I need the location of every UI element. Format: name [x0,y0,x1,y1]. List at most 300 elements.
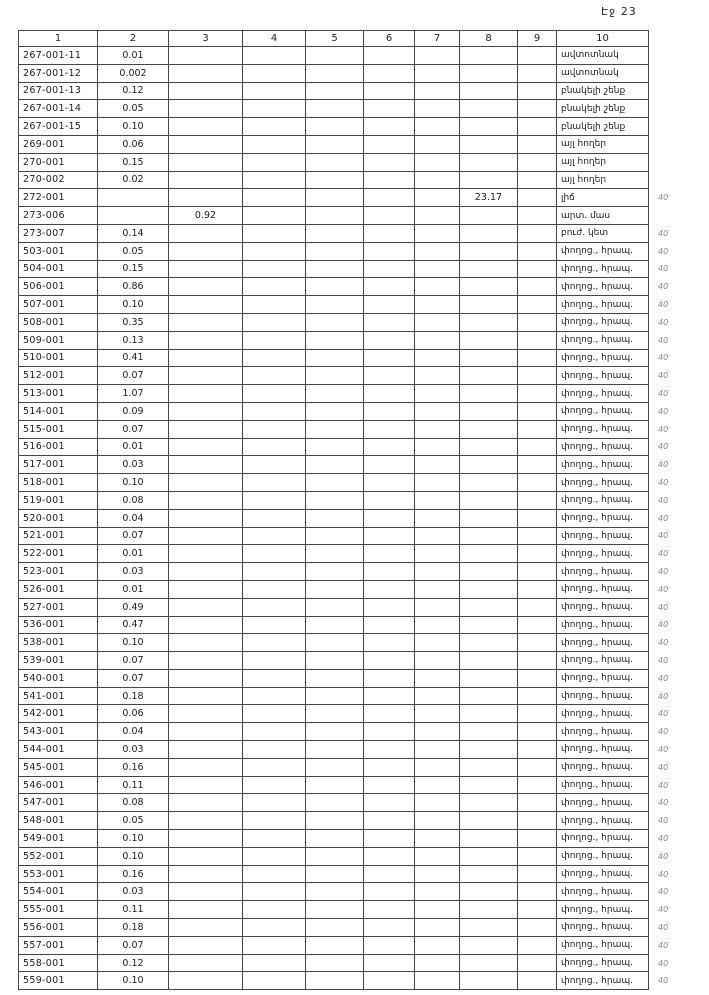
cell-col9 [518,972,557,990]
margin-mark: 40 [658,442,669,452]
cell-col6 [364,723,415,741]
cell-col5 [306,118,364,136]
cell-col8 [460,580,518,598]
cell-col8 [460,847,518,865]
cell-col4 [243,278,306,296]
table-row [19,741,693,759]
cell-col9 [518,652,557,670]
cell-col4 [243,563,306,581]
cell-col6 [364,189,415,207]
cell-col3 [169,563,243,581]
column-header-4: 4 [243,31,306,47]
cell-col1: 548-001 [19,812,98,830]
cell-col6 [364,616,415,634]
cell-col2: 0.18 [98,687,169,705]
cell-col9 [518,171,557,189]
cell-col4 [243,153,306,171]
margin-mark [649,135,693,153]
cell-col8 [460,865,518,883]
margin-mark: 40 [658,264,669,274]
cell-col10: փողոց., հրապ. [557,847,649,865]
cell-col9 [518,580,557,598]
cell-col2: 0.03 [98,883,169,901]
cell-col5 [306,776,364,794]
cell-col4 [243,919,306,937]
cell-col1: 267-001-12 [19,64,98,82]
cell-col4 [243,794,306,812]
cell-col5 [306,545,364,563]
cell-col10: փողոց., հրապ. [557,367,649,385]
cell-col1: 558-001 [19,954,98,972]
margin-mark: 40 [658,798,669,808]
table-row [19,207,693,225]
cell-col6 [364,331,415,349]
margin-mark: 40 [658,282,669,292]
cell-col8 [460,313,518,331]
cell-col4 [243,847,306,865]
cell-col4 [243,118,306,136]
table-row [19,82,693,100]
cell-col2 [98,207,169,225]
margin-mark: 40 [658,691,669,701]
margin-mark: 40 [658,602,669,612]
cell-col1: 541-001 [19,687,98,705]
margin-mark: 40 [658,353,669,363]
cell-col7 [415,349,460,367]
cell-col7 [415,669,460,687]
cell-col10: փողոց., հրապ. [557,830,649,848]
cell-col7 [415,438,460,456]
cell-col4 [243,135,306,153]
cell-col10: փողոց., հրապ. [557,580,649,598]
table-row [19,758,693,776]
cell-col1: 517-001 [19,456,98,474]
cell-col1: 519-001 [19,491,98,509]
cell-col9 [518,723,557,741]
cell-col5 [306,901,364,919]
cell-col4 [243,527,306,545]
cell-col4 [243,331,306,349]
cell-col2: 0.07 [98,527,169,545]
margin-mark [649,47,693,65]
margin-mark: 40 [658,922,669,932]
cell-col7 [415,118,460,136]
margin-mark: 40 [658,584,669,594]
cell-col5 [306,919,364,937]
column-header-8: 8 [460,31,518,47]
cell-col4 [243,296,306,314]
margin-mark: 40 [658,478,669,488]
cell-col3 [169,349,243,367]
cell-col4 [243,242,306,260]
table-row [19,776,693,794]
margin-mark: 40 [658,620,669,630]
cell-col8 [460,527,518,545]
cell-col1: 539-001 [19,652,98,670]
cell-col5 [306,812,364,830]
margin-mark: 40 [658,655,669,665]
cell-col4 [243,82,306,100]
cell-col7 [415,741,460,759]
cell-col7 [415,189,460,207]
cell-col6 [364,100,415,118]
cell-col7 [415,385,460,403]
table-row [19,563,693,581]
cell-col4 [243,402,306,420]
cell-col5 [306,758,364,776]
table-row [19,224,693,242]
cell-col4 [243,616,306,634]
cell-col10: փողոց., հրապ. [557,616,649,634]
cell-col6 [364,794,415,812]
cell-col8 [460,349,518,367]
cell-col4 [243,224,306,242]
cell-col8 [460,153,518,171]
margin-mark: 40 [658,300,669,310]
cell-col5 [306,135,364,153]
cell-col9 [518,82,557,100]
cell-col8 [460,118,518,136]
cell-col2: 0.12 [98,82,169,100]
cell-col3 [169,616,243,634]
cell-col2: 0.11 [98,901,169,919]
cell-col9 [518,224,557,242]
cell-col3 [169,100,243,118]
cell-col4 [243,758,306,776]
cell-col9 [518,474,557,492]
cell-col9 [518,64,557,82]
table-row [19,296,693,314]
cell-col3 [169,527,243,545]
cell-col7 [415,705,460,723]
margin-mark: 40 [658,833,669,843]
cell-col10: փողոց., հրապ. [557,669,649,687]
cell-col4 [243,367,306,385]
cell-col4 [243,723,306,741]
cell-col8 [460,741,518,759]
cell-col3 [169,420,243,438]
cell-col5 [306,331,364,349]
cell-col10: լիճ [557,189,649,207]
table-row [19,652,693,670]
cell-col9 [518,47,557,65]
cell-col1: 540-001 [19,669,98,687]
cell-col4 [243,830,306,848]
cell-col7 [415,224,460,242]
cell-col7 [415,830,460,848]
cell-col8 [460,901,518,919]
cell-col6 [364,135,415,153]
cell-col3 [169,491,243,509]
cell-col4 [243,669,306,687]
cell-col6 [364,402,415,420]
cell-col10: փողոց., հրապ. [557,527,649,545]
cell-col6 [364,972,415,990]
cell-col4 [243,456,306,474]
cell-col10: փողոց., հրապ. [557,474,649,492]
table-row [19,687,693,705]
cell-col8 [460,972,518,990]
cell-col4 [243,598,306,616]
table-row [19,545,693,563]
cell-col2: 0.07 [98,669,169,687]
cell-col10: ավտոտնակ [557,64,649,82]
cell-col2: 0.08 [98,491,169,509]
cell-col8 [460,224,518,242]
cell-col7 [415,598,460,616]
cell-col6 [364,456,415,474]
cell-col1: 267-001-13 [19,82,98,100]
cell-col2: 0.49 [98,598,169,616]
cell-col7 [415,456,460,474]
cell-col3 [169,47,243,65]
cell-col2: 0.15 [98,153,169,171]
cell-col3 [169,883,243,901]
margin-mark: 40 [658,335,669,345]
cell-col1: 267-001-15 [19,118,98,136]
cell-col5 [306,669,364,687]
cell-col10: փողոց., հրապ. [557,420,649,438]
cell-col6 [364,776,415,794]
cell-col6 [364,687,415,705]
cell-col10: բնակելի շենք [557,100,649,118]
cell-col5 [306,385,364,403]
cell-col1: 267-001-11 [19,47,98,65]
cell-col6 [364,883,415,901]
margin-spacer [649,31,693,47]
cell-col10: փողոց., հրապ. [557,652,649,670]
cell-col8 [460,705,518,723]
cell-col1: 527-001 [19,598,98,616]
cell-col5 [306,741,364,759]
cell-col1: 547-001 [19,794,98,812]
margin-mark [649,64,693,82]
cell-col6 [364,705,415,723]
cell-col1: 516-001 [19,438,98,456]
table-row [19,669,693,687]
cell-col9 [518,135,557,153]
cell-col7 [415,936,460,954]
table-row [19,438,693,456]
cell-col7 [415,545,460,563]
cell-col6 [364,563,415,581]
cell-col8 [460,331,518,349]
cell-col7 [415,954,460,972]
cell-col4 [243,171,306,189]
table-row [19,491,693,509]
cell-col3 [169,367,243,385]
margin-mark: 40 [658,567,669,576]
cell-col8 [460,278,518,296]
margin-mark: 40 [658,905,669,915]
cell-col10: փողոց., հրապ. [557,954,649,972]
cell-col3 [169,901,243,919]
cell-col5 [306,847,364,865]
cell-col7 [415,135,460,153]
cell-col5 [306,580,364,598]
cell-col5 [306,954,364,972]
cell-col5 [306,652,364,670]
cell-col10: բուժ. կետ [557,224,649,242]
cell-col1: 536-001 [19,616,98,634]
cell-col10: փողոց., հրապ. [557,883,649,901]
cell-col8 [460,402,518,420]
cell-col7 [415,278,460,296]
cell-col2: 0.86 [98,278,169,296]
cell-col1: 273-007 [19,224,98,242]
cell-col3 [169,812,243,830]
cell-col10: փողոց., հրապ. [557,260,649,278]
cell-col1: 521-001 [19,527,98,545]
cell-col4 [243,812,306,830]
cell-col1: 545-001 [19,758,98,776]
cell-col1: 506-001 [19,278,98,296]
cell-col4 [243,936,306,954]
cell-col1: 510-001 [19,349,98,367]
cell-col10: այլ հողեր [557,171,649,189]
cell-col6 [364,47,415,65]
cell-col3 [169,723,243,741]
cell-col3 [169,847,243,865]
cell-col10: փողոց., հրապ. [557,936,649,954]
cell-col10: այլ հողեր [557,135,649,153]
cell-col10: փողոց., հրապ. [557,741,649,759]
cell-col8 [460,563,518,581]
cell-col3 [169,509,243,527]
margin-mark: 40 [658,246,669,256]
cell-col5 [306,456,364,474]
cell-col5 [306,100,364,118]
cell-col2: 0.14 [98,224,169,242]
cell-col10: փողոց., հրապ. [557,794,649,812]
cell-col3 [169,260,243,278]
cell-col3 [169,865,243,883]
cell-col5 [306,402,364,420]
cell-col9 [518,758,557,776]
cell-col10: փողոց., հրապ. [557,438,649,456]
cell-col8 [460,242,518,260]
cell-col6 [364,278,415,296]
cell-col10: փողոց., հրապ. [557,972,649,990]
cell-col10: փողոց., հրապ. [557,349,649,367]
cell-col4 [243,901,306,919]
cell-col8 [460,474,518,492]
cell-col7 [415,563,460,581]
cell-col6 [364,385,415,403]
margin-mark: 40 [658,851,669,861]
cell-col7 [415,919,460,937]
cell-col2: 0.35 [98,313,169,331]
table-row [19,153,693,171]
cell-col1: 270-002 [19,171,98,189]
cell-col9 [518,847,557,865]
cell-col3 [169,171,243,189]
cell-col4 [243,741,306,759]
cell-col4 [243,972,306,990]
cell-col8 [460,456,518,474]
cell-col9 [518,598,557,616]
cell-col10: ավտոտնակ [557,47,649,65]
cell-col6 [364,153,415,171]
cell-col10: փողոց., հրապ. [557,296,649,314]
table-row [19,456,693,474]
cell-col1: 559-001 [19,972,98,990]
table-row [19,313,693,331]
cell-col3 [169,936,243,954]
cell-col8 [460,260,518,278]
cell-col7 [415,723,460,741]
cell-col4 [243,260,306,278]
cell-col6 [364,652,415,670]
cell-col7 [415,64,460,82]
cell-col9 [518,812,557,830]
cell-col1: 507-001 [19,296,98,314]
cell-col9 [518,919,557,937]
cell-col6 [364,242,415,260]
cell-col6 [364,901,415,919]
cell-col7 [415,242,460,260]
cell-col8 [460,669,518,687]
table-row [19,242,693,260]
cell-col4 [243,189,306,207]
margin-mark: 40 [658,193,669,203]
table-row [19,972,693,990]
cell-col9 [518,954,557,972]
cell-col6 [364,669,415,687]
cell-col3 [169,82,243,100]
cell-col7 [415,100,460,118]
cell-col8 [460,723,518,741]
cell-col6 [364,545,415,563]
cell-col7 [415,420,460,438]
cell-col1: 269-001 [19,135,98,153]
cell-col6 [364,171,415,189]
cell-col6 [364,919,415,937]
cell-col9 [518,278,557,296]
cell-col5 [306,491,364,509]
cell-col1: 509-001 [19,331,98,349]
column-header-10: 10 [557,31,649,47]
cell-col2: 0.41 [98,349,169,367]
cell-col9 [518,118,557,136]
cell-col3 [169,118,243,136]
cell-col6 [364,758,415,776]
margin-mark [649,153,693,171]
cell-col3 [169,545,243,563]
cell-col4 [243,865,306,883]
cell-col6 [364,812,415,830]
cell-col3 [169,224,243,242]
cell-col7 [415,634,460,652]
cell-col9 [518,545,557,563]
cell-col2: 0.07 [98,420,169,438]
cell-col1: 270-001 [19,153,98,171]
cell-col2: 0.18 [98,919,169,937]
cell-col1: 556-001 [19,919,98,937]
cell-col9 [518,865,557,883]
cell-col8 [460,491,518,509]
column-header-6: 6 [364,31,415,47]
cell-col8 [460,830,518,848]
cell-col1: 544-001 [19,741,98,759]
cell-col2: 0.01 [98,580,169,598]
cell-col9 [518,563,557,581]
table-row [19,420,693,438]
cell-col3 [169,669,243,687]
cell-col9 [518,189,557,207]
cell-col1: 538-001 [19,634,98,652]
cell-col2: 0.01 [98,545,169,563]
